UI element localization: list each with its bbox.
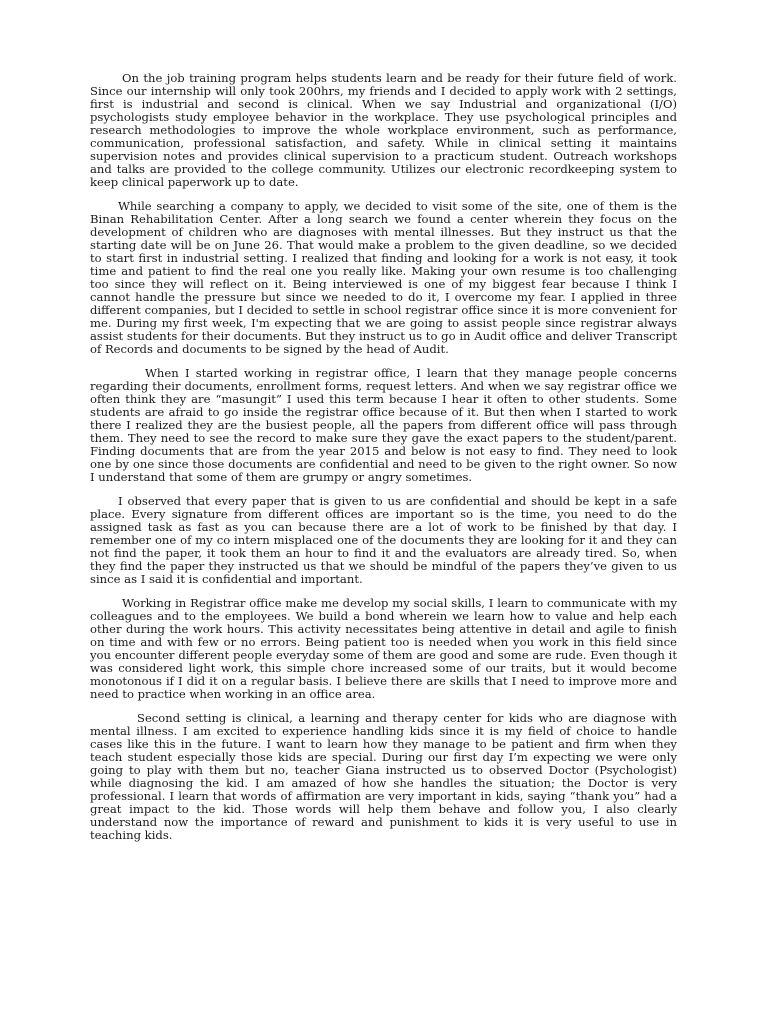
document-page <box>90 72 677 853</box>
paragraph-clinical-setting: Second setting is clinical, a learning and therapy center for kids who are diagnose with mental illness. I am excited to experience handling kids since it is my field of choice to handle cases like this in the future. I want to learn how they manage to be patient and firm when they teach student especially those kids are special. During our first day I’m expecting we were only going to play with them but no, teacher Giana instructed us to observed Doctor (Psychologist) while diagnosing the kid. I am amazed of how she handles the situation; the Doctor is very professional. I learn that words of affirmation are very important in kids, saying “thank you” had a great impact to the kid. Those words will help them behave and follow you, I also clearly understand now the importance of reward and punishment to kids it is very useful to use in teaching kids. <box>90 711 677 842</box>
paragraph-confidential-papers: I observed that every paper that is given to us are confidential and should be kept in a safe place. Every signature from different offices are important so is the time, you need to do the assigned task as fast as you can because there are a lot of work to be finished by that day. I remember one of my co intern misplaced one of the documents they are looking for it and they can not find the paper, it took them an hour to find it and the evaluators are already tired. So, when they find the paper they instructed us that we should be mindful of the papers they’ve given to us since as I said it is confidential and important. <box>90 494 677 586</box>
paragraph-registrar-office: When I started working in registrar office, I learn that they manage people concerns regarding their documents, enrollment forms, request letters. And when we say registrar office we often think they are “masungit” I used this term because I hear it often to other students. Some students are afraid to go inside the registrar office because of it. But then when I started to work there I realized they are the busiest people, all the papers from different office will pass through them. They need to see the record to make sure they gave the exact papers to the student/parent. Finding documents that are from the year 2015 and below is not easy to find. They need to look one by one since those documents are confidential and need to be given to the right owner. So now I understand that some of them are grumpy or angry sometimes. <box>90 366 677 484</box>
paragraph-company-search: While searching a company to apply, we decided to visit some of the site, one of them is the Binan Rehabilitation Center. After a long search we found a center wherein they focus on the development of children who are diagnoses with mental illnesses. But they instruct us that the starting date will be on June 26. That would make a problem to the given deadline, so we decided to start first in industrial setting. I realized that finding and looking for a work is not easy, it took time and patient to find the real one you really like. Making your own resume is too challenging too since they will reflect on it. Being interviewed is one of my biggest fear because I think I cannot handle the pressure but since we needed to do it, I overcome my fear. I applied in three different companies, but I decided to settle in school registrar office since it is more convenient for me. During my first week, I'm expecting that we are going to assist people since registrar always assist students for their documents. But they instruct us to go in Audit office and deliver Transcript of Records and documents to be signed by the head of Audit. <box>90 199 677 356</box>
paragraph-ojt-intro: On the job training program helps students learn and be ready for their future field of work. Since our internship will only took 200hrs, my friends and I decided to apply work with 2 settings, first is industrial and second is clinical. When we say Industrial and organizational (I/O) psychologists study employee behavior in the workplace. They use psychological principles and research methodologies to improve the whole workplace environment, such as performance, communication, professional satisfaction, and safety. While in clinical setting it maintains supervision notes and provides clinical supervision to a practicum student. Outreach workshops and talks are provided to the college community. Utilizes our electronic recordkeeping system to keep clinical paperwork up to date. <box>90 71 677 189</box>
paragraph-social-skills: Working in Registrar office make me develop my social skills, I learn to communicate with my colleagues and to the employees. We build a bond wherein we learn how to value and help each other during the work hours. This activity necessitates being attentive in detail and agile to finish on time and with few or no errors. Being patient too is needed when you work in this field since you encounter different people everyday some of them are good and some are rude. Even though it was considered light work, this simple chore increased some of our traits, but it would become monotonous if I did it on a regular basis. I believe there are skills that I need to improve more and need to practice when working in an office area. <box>90 596 677 701</box>
